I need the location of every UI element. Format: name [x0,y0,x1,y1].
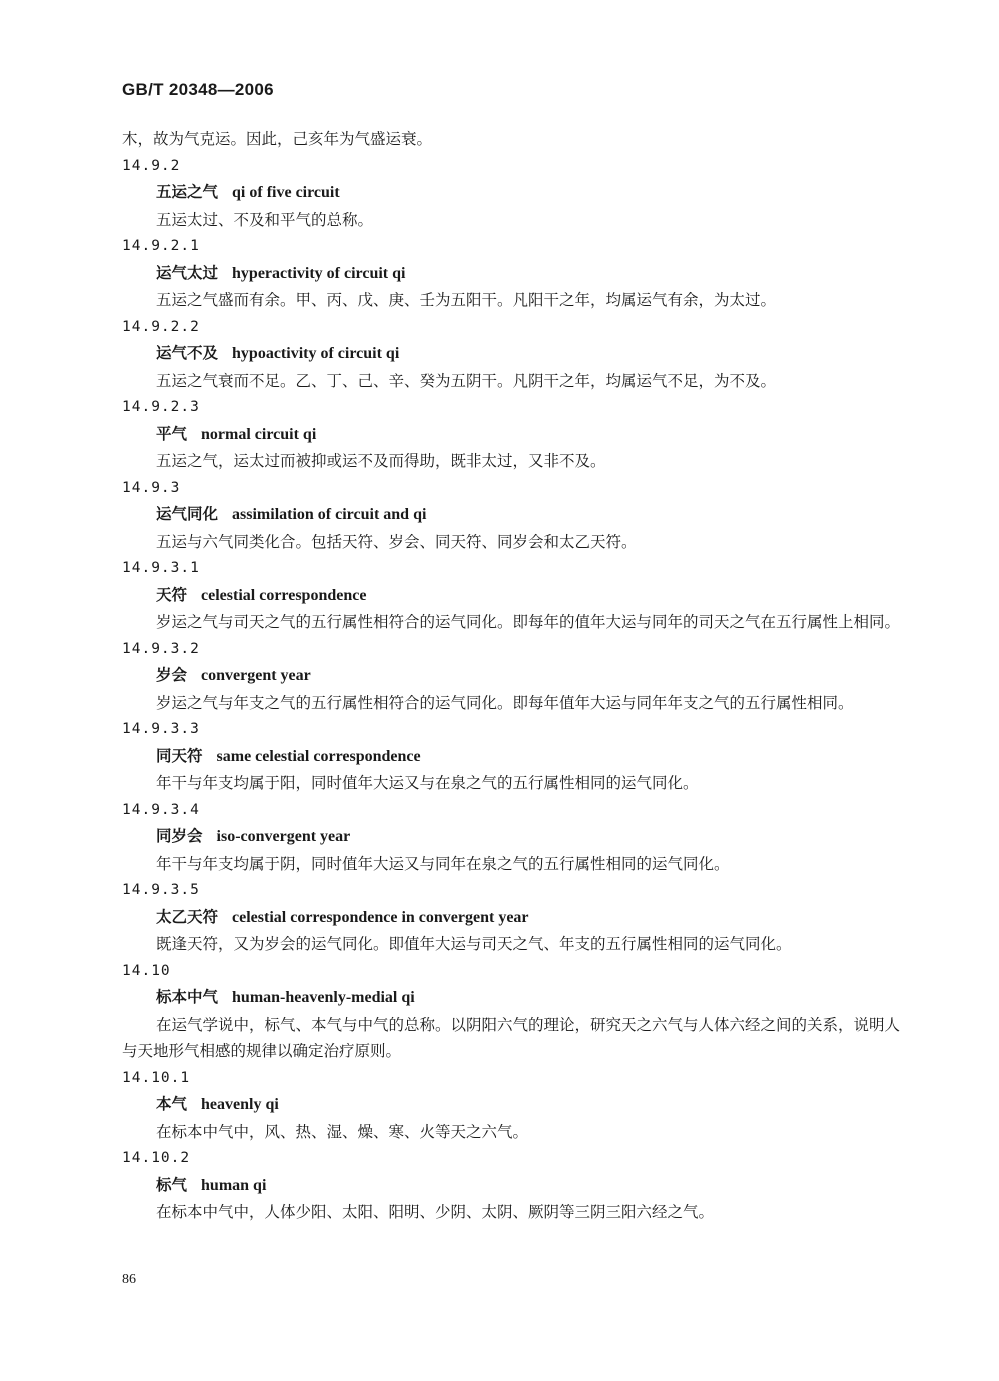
entry-number: 14.9.3.5 [122,882,200,898]
entry-number: 14.9.2 [122,157,181,174]
term-definition: 岁运之气与司天之气的五行属性相符合的运气同化。即每年的值年大运与同年的司天之气在五行属性上相同。 [156,613,901,631]
term-heading [122,179,902,207]
term-english: hypoactivity of circuit qi [232,345,400,362]
term-heading [122,823,902,851]
continuation-text: 木，故为气克运。因此，己亥年为气盛运衰。 [122,130,433,148]
term-definition: 在运气学说中，标气、本气与中气的总称。以阴阳六气的理论，研究天之六气与人体六经之间的关系，说明人与天地形气相感的规律以确定治疗原则。 [122,1015,901,1060]
term-heading [122,582,902,610]
entry-number: 14.10.2 [122,1150,191,1166]
term-english: hyperactivity of circuit qi [232,264,406,282]
entry-number: 14.9.2.2 [122,318,200,335]
term-entry [122,475,902,556]
entry-list [122,153,902,1226]
term-chinese: 平气 [156,424,188,443]
term-chinese: 本气 [156,1095,188,1113]
term-heading [122,743,902,771]
term-heading [122,1172,902,1200]
term-definition: 岁运之气与年支之气的五行属性相符合的运气同化。即每年值年大运与同年年支之气的五行属性相同。 [156,693,854,712]
term-entry [122,797,902,878]
term-definition: 在标本中气中，人体少阳、太阳、阳明、少阴、太阴、厥阴等三阴三阳六经之气。 [156,1203,715,1221]
term-entry [122,394,902,475]
entry-number: 14.9.3.1 [122,560,200,576]
term-entry [122,1145,902,1226]
term-english: normal circuit qi [201,425,317,443]
term-entry [122,555,902,636]
term-english: human qi [201,1176,267,1194]
term-english: celestial correspondence in convergent year [232,908,529,926]
term-definition: 在标本中气中，风、热、湿、燥、寒、火等天之六气。 [156,1122,529,1141]
entry-number: 14.10 [122,962,171,979]
page-number: 86 [122,1272,136,1287]
term-entry [122,314,902,395]
term-heading [122,260,902,288]
term-heading [122,501,902,529]
term-chinese: 岁会 [156,666,188,684]
term-chinese: 天符 [156,585,188,604]
term-entry [122,958,902,1065]
term-definition: 年干与年支均属于阳，同时值年大运又与在泉之气的五行属性相同的运气同化。 [156,774,699,792]
term-chinese: 运气不及 [156,344,219,362]
term-english: iso-convergent year [216,828,351,845]
term-definition: 五运之气衰而不足。乙、丁、己、辛、癸为五阴干。凡阴干之年，均属运气不足，为不及。 [156,371,777,390]
term-definition: 既逢天符，又为岁会的运气同化。即值年大运与司天之气、年支的五行属性相同的运气同化。 [156,935,792,953]
term-english: celestial correspondence [201,586,367,604]
term-definition: 五运之气，运太过而被抑或运不及而得助，既非太过，又非不及。 [156,452,606,470]
term-heading [122,904,902,932]
term-chinese: 标本中气 [156,988,219,1006]
term-entry [122,153,902,234]
term-heading [122,421,902,449]
term-definition: 五运太过、不及和平气的总称。 [156,210,374,229]
entry-number: 14.9.3 [122,479,181,496]
term-heading [122,662,902,690]
term-entry [122,636,902,717]
term-chinese: 五运之气 [156,183,219,201]
term-chinese: 标气 [156,1175,188,1194]
term-heading [122,984,902,1012]
term-chinese: 运气太过 [156,263,219,282]
term-english: convergent year [201,667,311,684]
term-english: same celestial correspondence [216,747,421,765]
term-definition: 五运与六气同类化合。包括天符、岁会、同天符、同岁会和太乙天符。 [156,532,637,551]
entry-number: 14.9.2.1 [122,238,200,254]
term-english: qi of five circuit [232,184,340,201]
entry-number: 14.9.3.3 [122,721,200,737]
term-chinese: 太乙天符 [156,907,219,926]
term-english: human-heavenly-medial qi [232,989,415,1006]
term-heading [122,340,902,368]
entry-number: 14.9.3.4 [122,801,200,818]
entry-number: 14.9.3.2 [122,640,200,657]
term-chinese: 运气同化 [156,505,219,523]
term-heading [122,1091,902,1119]
term-definition: 年干与年支均属于阴，同时值年大运又与同年在泉之气的五行属性相同的运气同化。 [156,854,730,873]
term-definition: 五运之气盛而有余。甲、丙、戊、庚、壬为五阳干。凡阳干之年，均属运气有余，为太过。 [156,291,777,309]
term-chinese: 同天符 [156,746,203,765]
term-english: heavenly qi [201,1096,279,1113]
entry-number: 14.10.1 [122,1069,191,1086]
standard-number-header: GB/T 20348—2006 [122,80,274,99]
page-content [122,126,902,1226]
term-entry [122,1065,902,1146]
entry-number: 14.9.2.3 [122,399,200,415]
term-entry [122,233,902,314]
term-english: assimilation of circuit and qi [232,506,427,523]
term-entry [122,877,902,958]
term-entry [122,716,902,797]
term-chinese: 同岁会 [156,827,203,845]
